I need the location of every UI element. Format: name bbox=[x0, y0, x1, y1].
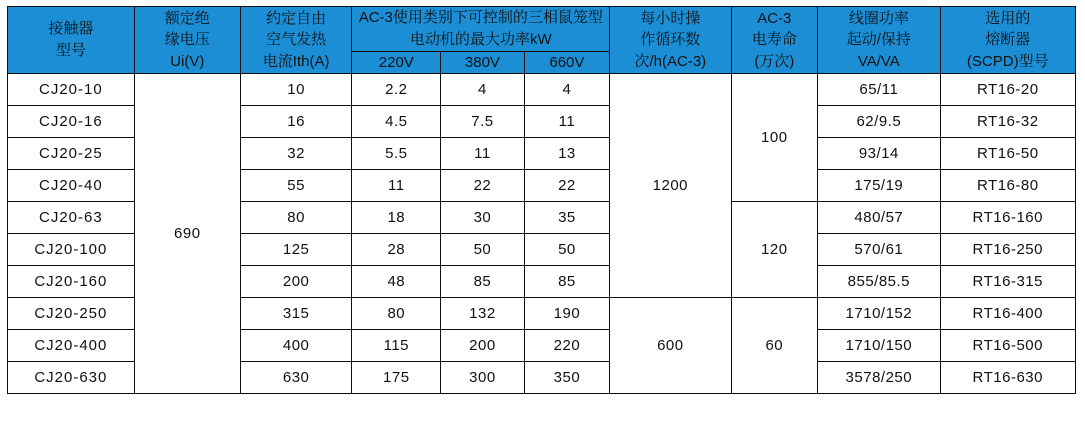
cell-power-220v: 28 bbox=[352, 234, 441, 266]
cell-model: CJ20-10 bbox=[8, 74, 135, 106]
cell-insulation-voltage: 690 bbox=[134, 74, 240, 394]
header-ac3-660v: 660V bbox=[524, 51, 610, 74]
table-header bbox=[8, 7, 1076, 74]
cell-power-220v: 48 bbox=[352, 266, 441, 298]
cell-fuse-type: RT16-400 bbox=[940, 298, 1075, 330]
cell-power-220v: 2.2 bbox=[352, 74, 441, 106]
cell-fuse-type: RT16-500 bbox=[940, 330, 1075, 362]
cell-coil-power: 855/85.5 bbox=[818, 266, 940, 298]
header-ac3-220v: 220V bbox=[352, 51, 441, 74]
cell-model: CJ20-25 bbox=[8, 138, 135, 170]
cell-thermal-current: 55 bbox=[240, 170, 352, 202]
cell-fuse-type: RT16-80 bbox=[940, 170, 1075, 202]
cell-power-380v: 22 bbox=[441, 170, 524, 202]
cell-coil-power: 1710/150 bbox=[818, 330, 940, 362]
cell-model: CJ20-63 bbox=[8, 202, 135, 234]
cell-thermal-current: 80 bbox=[240, 202, 352, 234]
cell-coil-power: 62/9.5 bbox=[818, 106, 940, 138]
cell-power-380v: 7.5 bbox=[441, 106, 524, 138]
cell-power-380v: 50 bbox=[441, 234, 524, 266]
cell-power-660v: 35 bbox=[524, 202, 610, 234]
cell-power-220v: 4.5 bbox=[352, 106, 441, 138]
cell-fuse-type: RT16-250 bbox=[940, 234, 1075, 266]
header-insulation-voltage: 额定绝 缘电压 Ui(V) bbox=[134, 7, 240, 74]
header-ac3-380v: 380V bbox=[441, 51, 524, 74]
cell-power-660v: 220 bbox=[524, 330, 610, 362]
header-thermal-current: 约定自由 空气发热 电流Ith(A) bbox=[240, 7, 352, 74]
header-fuse-type: 选用的 熔断器 (SCPD)型号 bbox=[940, 7, 1075, 74]
cell-model: CJ20-100 bbox=[8, 234, 135, 266]
cell-electrical-life: 100 bbox=[731, 74, 818, 202]
cell-power-660v: 350 bbox=[524, 362, 610, 394]
header-model: 接触器 型号 bbox=[8, 7, 135, 74]
cell-fuse-type: RT16-630 bbox=[940, 362, 1075, 394]
cell-electrical-life: 120 bbox=[731, 202, 818, 298]
cell-coil-power: 175/19 bbox=[818, 170, 940, 202]
cell-model: CJ20-250 bbox=[8, 298, 135, 330]
cell-power-220v: 80 bbox=[352, 298, 441, 330]
header-ac3-power-group: AC-3使用类别下可控制的三相鼠笼型电动机的最大功率kW bbox=[352, 7, 610, 52]
cell-power-380v: 300 bbox=[441, 362, 524, 394]
cell-power-380v: 132 bbox=[441, 298, 524, 330]
cell-power-660v: 13 bbox=[524, 138, 610, 170]
cell-thermal-current: 630 bbox=[240, 362, 352, 394]
cell-coil-power: 3578/250 bbox=[818, 362, 940, 394]
cell-fuse-type: RT16-20 bbox=[940, 74, 1075, 106]
cell-coil-power: 93/14 bbox=[818, 138, 940, 170]
cell-power-660v: 50 bbox=[524, 234, 610, 266]
cell-coil-power: 480/57 bbox=[818, 202, 940, 234]
cell-model: CJ20-16 bbox=[8, 106, 135, 138]
cell-operating-cycles: 1200 bbox=[610, 74, 731, 298]
cell-power-220v: 11 bbox=[352, 170, 441, 202]
cell-coil-power: 1710/152 bbox=[818, 298, 940, 330]
cell-fuse-type: RT16-32 bbox=[940, 106, 1075, 138]
header-operating-cycles: 每小时操 作循环数 次/h(AC-3) bbox=[610, 7, 731, 74]
cell-operating-cycles: 600 bbox=[610, 298, 731, 394]
cell-thermal-current: 10 bbox=[240, 74, 352, 106]
cell-fuse-type: RT16-160 bbox=[940, 202, 1075, 234]
cell-model: CJ20-160 bbox=[8, 266, 135, 298]
cell-electrical-life: 60 bbox=[731, 298, 818, 394]
cell-power-220v: 5.5 bbox=[352, 138, 441, 170]
cell-power-220v: 18 bbox=[352, 202, 441, 234]
cell-thermal-current: 400 bbox=[240, 330, 352, 362]
cell-fuse-type: RT16-50 bbox=[940, 138, 1075, 170]
cell-power-660v: 190 bbox=[524, 298, 610, 330]
cell-power-220v: 175 bbox=[352, 362, 441, 394]
cell-coil-power: 65/11 bbox=[818, 74, 940, 106]
cell-power-380v: 11 bbox=[441, 138, 524, 170]
header-electrical-life: AC-3 电寿命 (万次) bbox=[731, 7, 818, 74]
cell-thermal-current: 16 bbox=[240, 106, 352, 138]
cell-model: CJ20-40 bbox=[8, 170, 135, 202]
cell-power-380v: 85 bbox=[441, 266, 524, 298]
cell-model: CJ20-400 bbox=[8, 330, 135, 362]
cell-power-220v: 115 bbox=[352, 330, 441, 362]
cell-power-660v: 4 bbox=[524, 74, 610, 106]
cell-power-380v: 4 bbox=[441, 74, 524, 106]
cell-power-660v: 11 bbox=[524, 106, 610, 138]
contactor-spec-table bbox=[7, 6, 1076, 394]
cell-thermal-current: 125 bbox=[240, 234, 352, 266]
cell-power-660v: 22 bbox=[524, 170, 610, 202]
cell-coil-power: 570/61 bbox=[818, 234, 940, 266]
cell-power-380v: 200 bbox=[441, 330, 524, 362]
cell-model: CJ20-630 bbox=[8, 362, 135, 394]
table-row bbox=[8, 74, 1076, 106]
header-row-1 bbox=[8, 7, 1076, 52]
cell-thermal-current: 315 bbox=[240, 298, 352, 330]
header-coil-power: 线圈功率 起动/保持 VA/VA bbox=[818, 7, 940, 74]
cell-power-660v: 85 bbox=[524, 266, 610, 298]
cell-fuse-type: RT16-315 bbox=[940, 266, 1075, 298]
cell-thermal-current: 32 bbox=[240, 138, 352, 170]
table-body bbox=[8, 74, 1076, 394]
cell-power-380v: 30 bbox=[441, 202, 524, 234]
cell-thermal-current: 200 bbox=[240, 266, 352, 298]
